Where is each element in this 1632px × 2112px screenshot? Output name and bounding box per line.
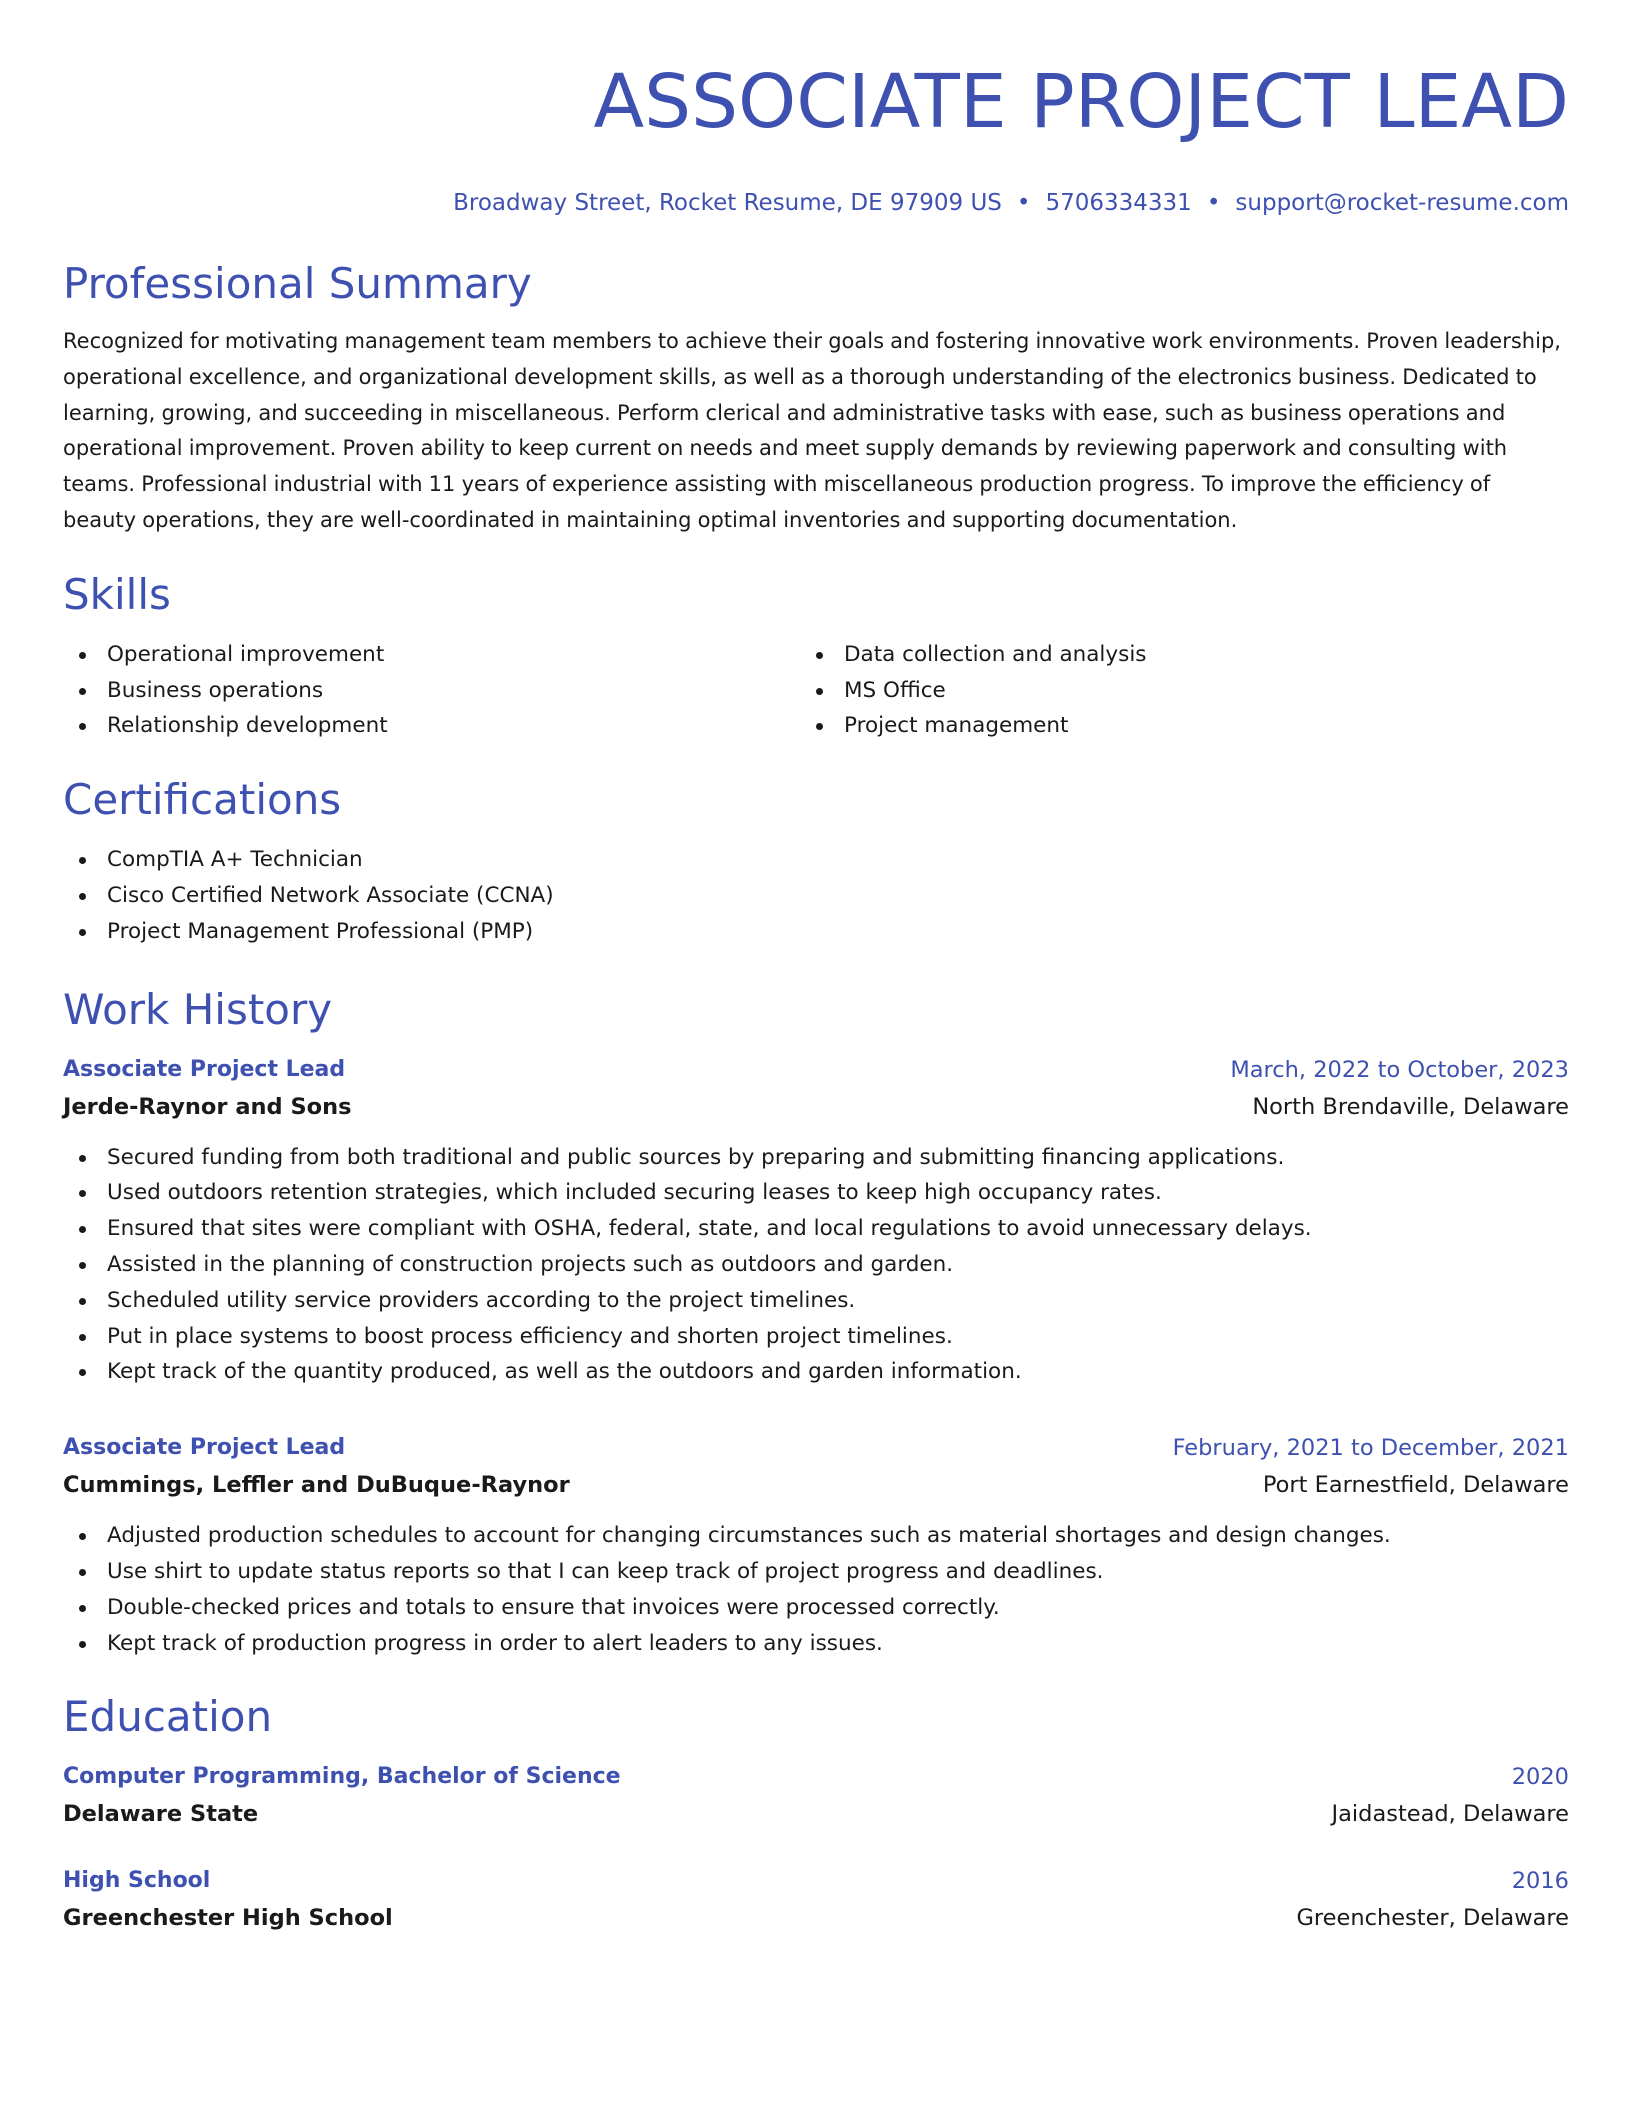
job-company: Cummings, Leffler and DuBuque-Raynor	[63, 1472, 570, 1499]
job-subheader	[63, 1466, 1569, 1504]
contact-phone: 5706334331	[1045, 190, 1192, 216]
education-header	[63, 1863, 1569, 1899]
job-duty-item: Used outdoors retention strategies, which included securing leases to keep high occupancy rates.	[63, 1175, 1569, 1211]
skills-column-right	[800, 637, 1537, 744]
skill-item: Project management	[800, 708, 1537, 744]
job-duty-item: Use shirt to update status reports so that I can keep track of project progress and deadlines.	[63, 1554, 1569, 1590]
skill-item: Data collection and analysis	[800, 637, 1537, 673]
job-subheader	[63, 1088, 1569, 1126]
job-location: Port Earnestfield, Delaware	[1262, 1472, 1569, 1499]
skill-item: Business operations	[63, 673, 800, 709]
skill-item: Operational improvement	[63, 637, 800, 673]
section-title-education: Education	[63, 1692, 273, 1742]
job-header	[63, 1052, 1569, 1088]
skill-item: MS Office	[800, 673, 1537, 709]
contact-email: support@rocket-resume.com	[1235, 190, 1569, 216]
skills-list	[63, 637, 1569, 744]
job-duty-item: Assisted in the planning of construction projects such as outdoors and garden.	[63, 1247, 1569, 1283]
job-duties-list	[63, 1140, 1569, 1391]
job-duty-item: Kept track of the quantity produced, as well as the outdoors and garden information.	[63, 1354, 1569, 1390]
education-year: 2020	[1511, 1764, 1569, 1791]
job-duty-item: Double-checked prices and totals to ensure that invoices were processed correctly.	[63, 1590, 1569, 1626]
section-title-summary: Professional Summary	[63, 259, 532, 308]
education-degree: High School	[63, 1868, 211, 1894]
certification-item: Project Management Professional (PMP)	[63, 914, 1569, 950]
education-location: Jaidastead, Delaware	[1331, 1801, 1569, 1828]
job-entry	[63, 1052, 1569, 1391]
certifications-list	[63, 842, 1569, 949]
education-subheader	[63, 1795, 1569, 1833]
job-duty-item: Ensured that sites were compliant with OSHA, federal, state, and local regulations to avoid unnecessary delays.	[63, 1211, 1569, 1247]
contact-address: Broadway Street, Rocket Resume, DE 97909 US	[453, 190, 1002, 216]
education-entry	[63, 1759, 1569, 1833]
education-school: Greenchester High School	[63, 1905, 393, 1932]
education-school: Delaware State	[63, 1801, 259, 1828]
candidate-name: ASSOCIATE PROJECT LEAD	[593, 59, 1569, 145]
education-subheader	[63, 1899, 1569, 1937]
section-title-certifications: Certifications	[63, 775, 342, 825]
job-location: North Brendaville, Delaware	[1252, 1093, 1569, 1120]
job-duty-item: Secured funding from both traditional and public sources by preparing and submitting financing applications.	[63, 1140, 1569, 1176]
job-duty-item: Kept track of production progress in order to alert leaders to any issues.	[63, 1626, 1569, 1662]
contact-line	[63, 188, 1569, 218]
job-dates: February, 2021 to December, 2021	[1172, 1435, 1569, 1462]
job-duty-item: Put in place systems to boost process efficiency and shorten project timelines.	[63, 1319, 1569, 1355]
job-dates: March, 2022 to October, 2023	[1230, 1056, 1569, 1083]
job-company: Jerde-Raynor and Sons	[63, 1093, 352, 1120]
skills-column-left	[63, 637, 800, 744]
certification-item: CompTIA A+ Technician	[63, 842, 1569, 878]
job-title: Associate Project Lead	[63, 1056, 346, 1082]
job-header	[63, 1430, 1569, 1466]
job-duty-item: Scheduled utility service providers according to the project timelines.	[63, 1283, 1569, 1319]
summary-text: Recognized for motivating management team members to achieve their goals and fostering innovative work environments. Proven leadership, operational excellence, and organizational development skills, as well as a thorough understanding of the electronics business. Dedicated to learning, growing, and succeeding in miscellaneous. Perform clerical and administrative tasks with ease, such as business operations and operational improvement. Proven ability to keep current on needs and meet supply demands by reviewing paperwork and consulting with teams. Professional industrial with 11 years of experience assisting with miscellaneous production progress. To improve the efficiency of beauty operations, they are well-coordinated in maintaining optimal inventories and supporting documentation.	[63, 329, 1561, 532]
education-degree: Computer Programming, Bachelor of Science	[63, 1764, 621, 1790]
job-entry	[63, 1430, 1569, 1661]
education-year: 2016	[1511, 1868, 1569, 1895]
contact-separator: •	[1016, 190, 1031, 216]
skill-item: Relationship development	[63, 708, 800, 744]
education-entry	[63, 1863, 1569, 1937]
job-duty-item: Adjusted production schedules to account for changing circumstances such as material shortages and design changes.	[63, 1518, 1569, 1554]
contact-separator: •	[1206, 190, 1221, 216]
section-title-work-history: Work History	[63, 984, 333, 1034]
job-duties-list	[63, 1518, 1569, 1661]
education-location: Greenchester, Delaware	[1296, 1905, 1569, 1932]
certification-item: Cisco Certified Network Associate (CCNA)	[63, 878, 1569, 914]
section-title-skills: Skills	[63, 569, 171, 619]
job-title: Associate Project Lead	[63, 1435, 346, 1461]
education-header	[63, 1759, 1569, 1795]
